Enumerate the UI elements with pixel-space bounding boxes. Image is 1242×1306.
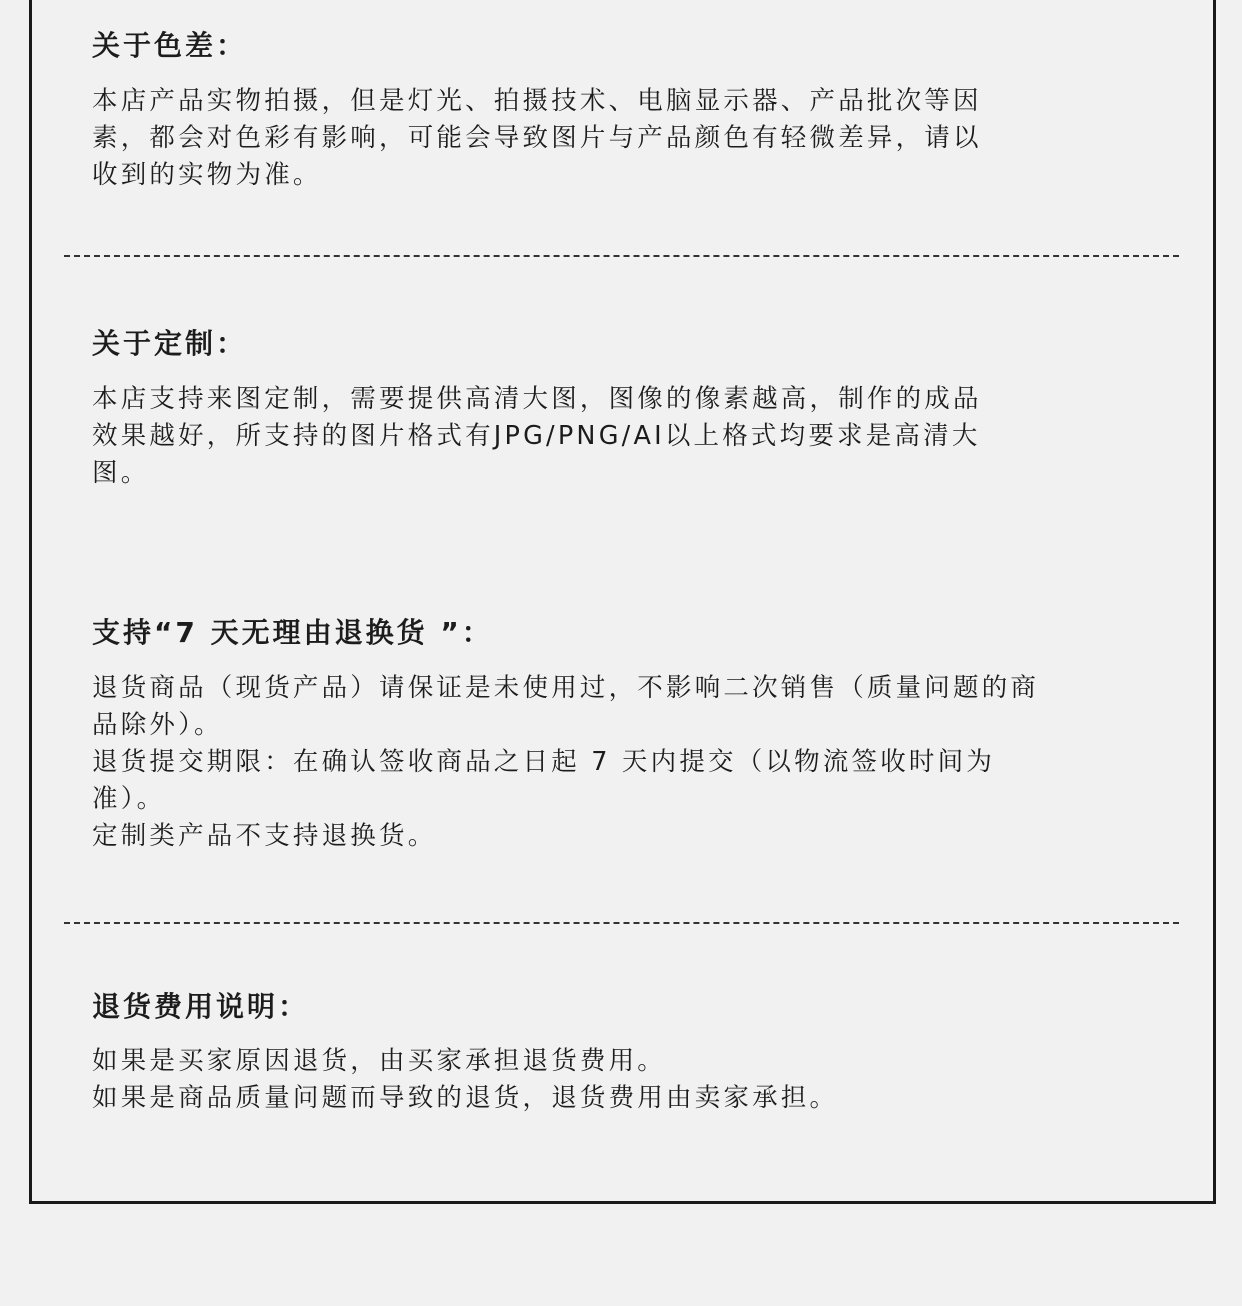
- return-policy-paragraph: [92, 670, 1152, 855]
- custom-title: 关于定制：: [92, 327, 248, 360]
- color-diff-line: 本店产品实物拍摄，但是灯光、拍摄技术、电脑显示器、产品批次等因: [92, 86, 982, 116]
- color-diff-title: 关于色差：: [92, 29, 248, 62]
- custom-line: 图。: [92, 458, 150, 488]
- color-diff-line: 收到的实物为准。: [92, 160, 322, 190]
- return-policy-title: 支持“7 天无理由退换货 ”：: [92, 616, 493, 649]
- dashed-divider: [64, 922, 1179, 924]
- return-fee-paragraph: [92, 1043, 1152, 1117]
- return-fee-line: 如果是商品质量问题而导致的退货，退货费用由卖家承担。: [92, 1083, 839, 1113]
- return-policy-line: 准）。: [92, 784, 166, 814]
- custom-paragraph: [92, 381, 1152, 492]
- return-fee-line: 如果是买家原因退货，由买家承担退货费用。: [92, 1046, 667, 1076]
- dashed-divider: [64, 255, 1179, 257]
- color-diff-line: 素，都会对色彩有影响，可能会导致图片与产品颜色有轻微差异，请以: [92, 123, 982, 153]
- return-policy-line: 品除外）。: [92, 710, 223, 740]
- color-diff-paragraph: [92, 83, 1152, 194]
- custom-line: 效果越好，所支持的图片格式有JPG/PNG/AI以上格式均要求是高清大: [92, 421, 981, 451]
- return-fee-title: 退货费用说明：: [92, 990, 310, 1023]
- custom-line: 本店支持来图定制，需要提供高清大图，图像的像素越高，制作的成品: [92, 384, 982, 414]
- return-policy-line: 退货提交期限：在确认签收商品之日起 7 天内提交（以物流签收时间为: [92, 747, 996, 777]
- return-policy-line: 退货商品（现货产品）请保证是未使用过，不影响二次销售（质量问题的商: [92, 673, 1040, 703]
- return-policy-line: 定制类产品不支持退换货。: [92, 821, 437, 851]
